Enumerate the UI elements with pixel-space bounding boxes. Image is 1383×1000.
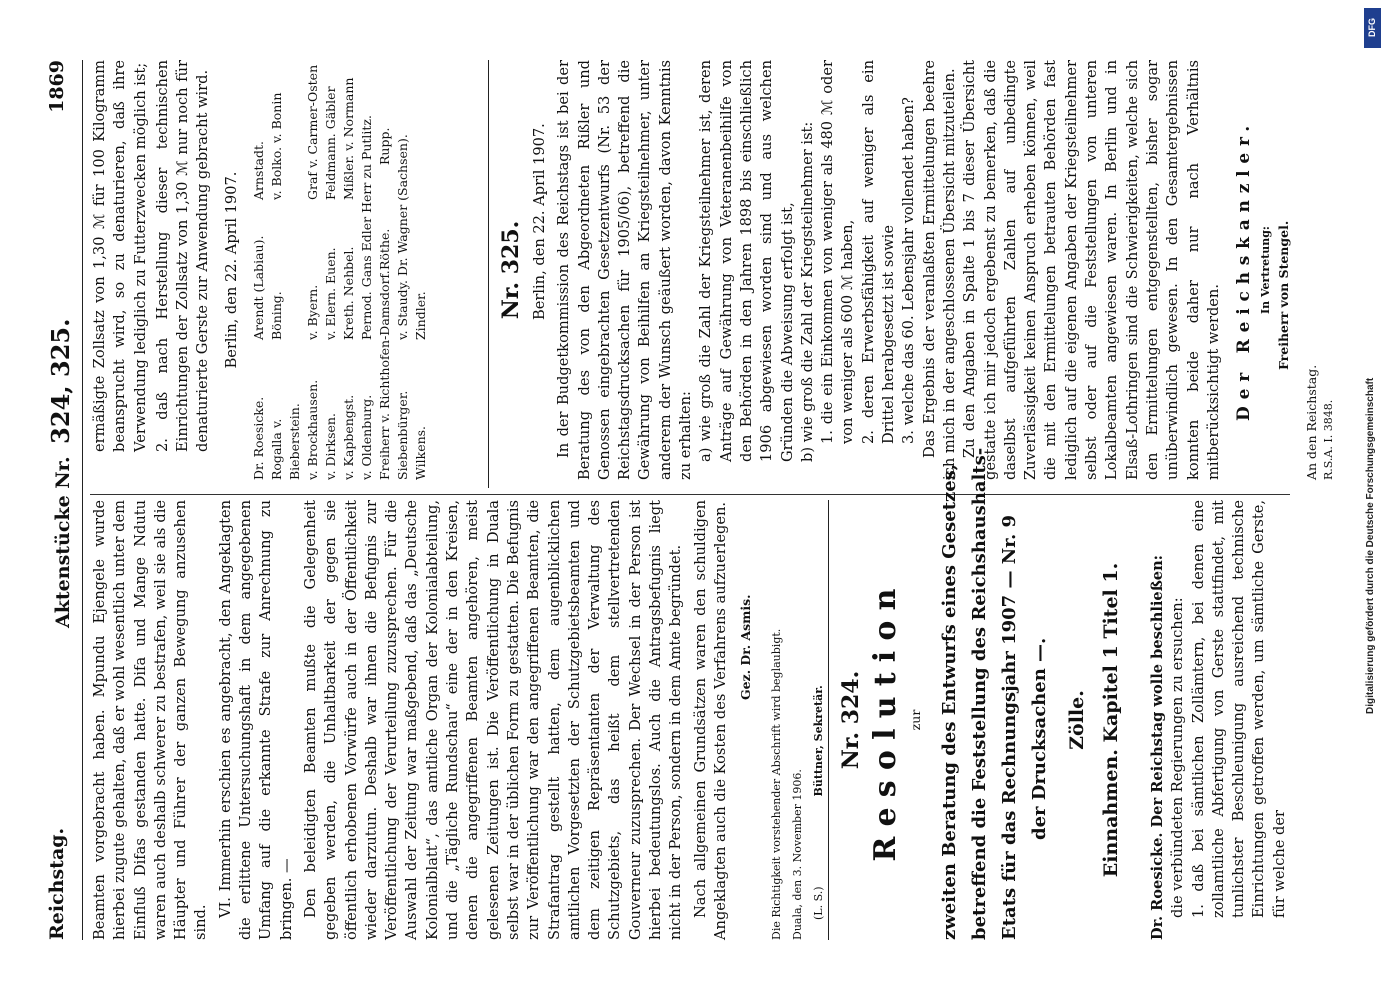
nr325-signer-title: Der Reichskanzler.: [1234, 119, 1255, 421]
signatory: Arendt (Labiau).: [251, 235, 267, 340]
signature-asmis: Gez. Dr. Asmis.: [738, 594, 754, 700]
signatory: Freiherr v. Richthofen-Damsdorf.: [377, 270, 393, 480]
header-title-numbers: 324, 325.: [46, 318, 75, 444]
signatory: Feldmann. Gäbler: [323, 86, 339, 200]
signatory: Böning.: [269, 291, 285, 340]
seal-clerk-row: [811, 500, 826, 940]
nr325-ref: R.S.A. I. 3848.: [1322, 399, 1336, 480]
signatory-row: [322, 60, 340, 480]
signatory: Zindler.: [413, 291, 429, 340]
signatory-row: [340, 60, 358, 480]
left-column: [90, 500, 826, 940]
paragraph-4: Nach allgemeinen Grundsätzen waren den schuldigen Angeklagten auch die Kosten des Verfahrens aufzuerlegen.: [691, 500, 729, 940]
certification-note: Die Richtigkeit vorstehender Abschrift wird beglaubigt.: [770, 628, 784, 940]
nr325-item-b1: 1. die ein Einkommen von weniger als 480 ℳ oder von weniger als 600 ℳ haben,: [819, 60, 857, 444]
signatory-row: [358, 60, 376, 480]
motion-point-2: 2. daß nach Herstellung dieser technischen Einrichtungen der Zollsatz von 1,30 ℳ nur noch für denaturierte Gerste zur Anwendung gebracht wird.: [153, 60, 212, 452]
signatory-row: [376, 60, 394, 480]
column-divider: [90, 494, 1290, 495]
signatory: v. Brockhausen.: [305, 379, 321, 480]
nr325-signer-in: In Vertretung:: [1259, 226, 1273, 314]
signatory: Siebenbürger.: [395, 390, 411, 480]
running-header: [46, 60, 76, 940]
signatory: Kreth. Nehbel.: [341, 246, 357, 340]
signatory: Wilkens.: [413, 425, 429, 480]
nr324-motion: [1148, 500, 1290, 940]
nr325-date: Berlin, den 22. April 1907.: [531, 123, 548, 320]
page-number: 1869: [46, 60, 68, 113]
subject-line-2: betreffend die Feststellung des Reichshaushalts-: [969, 447, 990, 940]
nr325-item-b3: 3. welche das 60. Lebensjahr vollendet haben?: [900, 97, 918, 444]
nr325-item-a: a) wie groß die Zahl der Kriegsteilnehmer ist, deren Anträge auf Gewährung von Veteranenbeihilfe von den Behörden in den Jahren 1898 bis einschließlich 1906 abgewiesen worden sind und aus welchen Gründen die Abweisung erfolgt ist,: [697, 60, 796, 462]
section-rule-right: [488, 60, 489, 488]
signatory: Pernod. Gans Edler Herr zu Putlitz.: [359, 115, 375, 340]
chapter-title: Einnahmen. Kapitel 1 Titel 1.: [1100, 562, 1122, 878]
nr324-heading: Resolution: [868, 578, 903, 862]
resolution-date: Berlin, den 22. April 1907.: [222, 171, 240, 369]
motion-sub: die verbündeten Regierungen zu ersuchen:: [1169, 597, 1187, 918]
signatories: [250, 60, 430, 480]
subject-line-1: zweiten Beratung des Entwurfs eines Gesetzes,: [939, 463, 960, 940]
signatory-row: [304, 60, 322, 480]
signatory: v. Bolko. v. Bonin: [269, 92, 285, 200]
motion-intro: Dr. Roesicke. Der Reichstag wolle beschließen:: [1149, 554, 1166, 940]
nr325-block: [498, 60, 1336, 480]
signatory: v. Elern. Euen.: [323, 247, 339, 340]
watermark-text: Digitalisierung gefördert durch die Deutsche Forschungsgemeinschaft: [1365, 377, 1376, 714]
signatory: [412, 60, 430, 200]
nr325-signer-name: Freiherr von Stengel.: [1276, 220, 1292, 370]
subject-line-3: Etats für das Rechnungsjahr 1907 — Nr. 9: [999, 514, 1020, 940]
nr325-item-b2: 2. deren Erwerbsfähigkeit auf weniger als ein Drittel herabgesetzt ist sowie: [859, 60, 898, 444]
signatory: v. Kapbengst.: [341, 394, 357, 480]
nr324-section: [1066, 500, 1122, 940]
header-rule: [82, 60, 83, 940]
signatory: Dr. Roesicke.: [251, 396, 267, 480]
signatory: v. Byern.: [305, 284, 321, 340]
signatory-row: [394, 60, 412, 480]
nr325-addressee: An den Reichstag.: [1304, 364, 1320, 480]
signatory: v. Staudy. Dr. Wagner (Sachsen).: [395, 134, 411, 340]
paragraph-3: Den beleidigten Beamten mußte die Gelegenheit gegeben werden, die Unhaltbarkeit der gegen sie öffentlich erhobenen Vorwürfe auch in der Öffentlichkeit wieder darzutun. Deshalb war ihnen die Befugnis zur Veröffentlichung der Verurteilung zuzusprechen. Für die Auswahl der Zeitung war maßgebend, daß das „Deutsche Kolonialblatt“, das amtliche Organ der Kolonialabteilung, und die „Tägliche Rundschau“ eine der in den Kreisen, denen die angegriffenen Beamten angehören, meist gelesenen Zeitungen ist. Die Veröffentlichung in Duala selbst war in der üblichen Form zu gestatten. Die Befugnis zur Veröffentlichung war den angegriffenen Beamten, die Strafantrag gestellt hatten, dem augenblicklichen amtlichen Vorgesetzten der Schutzgebietsbeamten und dem zeitigen Repräsentanten der Verwaltung des Schutzgebiets, das heißt dem stellvertretenden Gouverneur zuzusprechen. Der Wechsel in der Person ist hierbei bedeutungslos. Auch die Antragsbefugnis liegt nicht in der Person, sondern in dem Amte begründet.: [301, 500, 685, 940]
right-column-top: [90, 60, 430, 480]
section-title: Zölle.: [1066, 690, 1088, 750]
signatory: v. Oldenburg.: [359, 394, 375, 480]
header-title-prefix: Aktenstücke Nr.: [52, 456, 74, 628]
clerk: Büttner, Sekretär.: [812, 685, 826, 797]
signatory: v. Dirksen.: [323, 413, 339, 480]
nr325-number: Nr. 325.: [498, 220, 524, 320]
continuation-text: ermäßigte Zollsatz von 1,30 ℳ für 100 Kilogramm beansprucht wird, so zu denaturieren, daß ihre Verwendung lediglich zu Futterzwecken möglich ist;: [91, 60, 149, 452]
seal: (L. S.): [812, 886, 826, 920]
signatory: Graf v. Carmer-Osten: [305, 64, 321, 200]
section-rule-left: [828, 500, 829, 940]
nr325-remark: Zu den Angaben in Spalte 1 bis 7 dieser Übersicht gestatte ich mir jedoch ergebenst zu bemerken, daß die daselbst aufgeführten Zahlen auf unbedingte Zuverlässigkeit keinen Anspruch erheben können, weil die mit den Ermittelungen betrauten Behörden fast lediglich auf die eigenen Angaben der Kriegsteilnehmer selbst oder auf die Feststellungen von unteren Lokalbeamten angewiesen waren. In Berlin und in Elsaß-Lothringen sind die Schwierigkeiten, welche sich den Ermittelungen entgegenstellten, bisher sogar unüberwindlich gewesen. In den Gesamtergebnissen konnten beide daher nur nach Verhältnis mitberücksichtigt werden.: [961, 60, 1222, 480]
signatory-row: [412, 60, 430, 480]
signatory-row: [250, 60, 268, 480]
nr324-block: [838, 500, 931, 940]
signatory: Arnstadt.: [251, 141, 267, 200]
header-left: Reichstag.: [46, 827, 68, 940]
nr325-intro: In der Budgetkommission des Reichstags ist bei der Beratung des von den Abgeordneten Rißler und Genossen eingebrachten Gesetzentwurfs (Nr. 53 der Reichstagsdrucksachen für 1905/06), betreffend die Gewährung von Beihilfen an Kriegsteilnehmer, unter anderem der Wunsch geäußert worden, davon Kenntnis zu erhalten:: [555, 60, 695, 480]
signatory: Röthe.: [377, 228, 393, 270]
paragraph-2: VI. Immerhin erschien es angebracht, den Angeklagten die erlittene Untersuchungshaft in dem angegebenen Umfang auf die erkannte Strafe zur Anrechnung zu bringen. —: [216, 500, 295, 940]
signatory: Rupp.: [377, 127, 393, 165]
dfg-logo: DFG: [1364, 8, 1381, 48]
place-date: Duala, den 3. November 1906.: [791, 769, 805, 940]
nr325-item-b: b) wie groß die Zahl der Kriegsteilnehmer ist:: [798, 121, 816, 462]
signatory-row: [268, 60, 304, 480]
nr325-result: Das Ergebnis der veranlaßten Ermittelungen beehre ich mich in der angeschlossenen Übersicht mitzuteilen.: [920, 60, 958, 480]
nr324-zur: zur: [908, 709, 923, 731]
nr324-number: Nr. 324.: [838, 670, 864, 770]
signatory: Rogalla v. Bieberstein.: [269, 403, 303, 480]
subject-line-4: der Drucksachen —.: [1029, 637, 1050, 840]
motion-point-1: 1. daß bei sämtlichen Zollämtern, bei denen eine zollamtliche Abfertigung von Gerste stattfindet, mit tunlichster Beschleunigung ausreichend technische Einrichtungen getroffen werden, um sämtliche Gerste, für welche der: [1189, 500, 1288, 918]
paragraph-1: Beamten vorgebracht haben. Mpundu Ejengele wurde hierbei zugute gehalten, daß er wohl wesentlich unter dem Einfluß Difas gestanden hatte. Difa und Mange Ndutu waren auch deshalb schwerer zu bestrafen, weil sie als die Häupter und Führer der ganzen Bewegung anzusehen sind.: [91, 500, 210, 940]
header-title: [46, 319, 75, 628]
dfg-watermark: [1362, 0, 1383, 1000]
signatory: Mißler. v. Normann: [341, 77, 357, 200]
